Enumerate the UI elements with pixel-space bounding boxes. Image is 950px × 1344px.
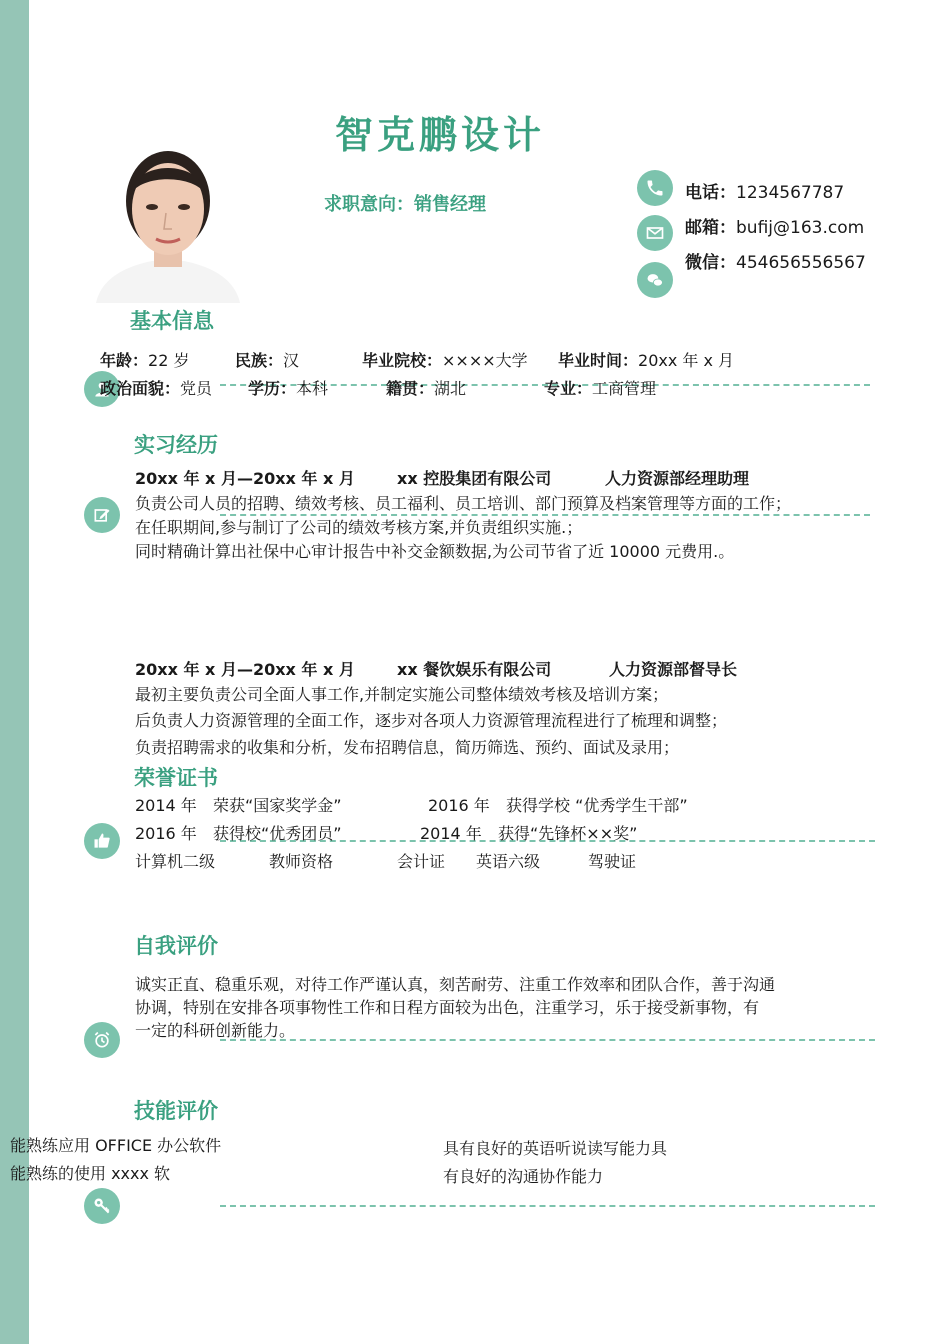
job-1-role: 人力资源部经理助理 — [605, 469, 750, 488]
edit-icon — [84, 497, 120, 533]
basic-age — [100, 348, 189, 371]
job-1-line: 在任职期间,参与制订了公司的绩效考核方案,并负责组织实施.； — [135, 518, 583, 537]
section-divider — [220, 1039, 875, 1041]
contact-phone — [685, 178, 844, 203]
major-label: 专业： — [544, 379, 593, 398]
job-2-line: 后负责人力资源管理的全面工作，逐步对各项人力资源管理流程进行了梳理和调整； — [135, 711, 728, 730]
skill-item: 能熟练的使用 xxxx 软 — [10, 1164, 171, 1183]
section-title-self-eval: 自我评价 — [134, 934, 218, 958]
key-icon — [84, 1188, 120, 1224]
school-label: 毕业院校： — [362, 351, 443, 370]
contact-wechat — [685, 248, 866, 273]
politics-label: 政治面貌： — [100, 379, 181, 398]
edu-label: 学历： — [248, 379, 297, 398]
honor-year: 2014 年 — [420, 824, 482, 843]
skill-item: 能熟练应用 OFFICE 办公软件 — [10, 1136, 222, 1155]
politics-value: 党员 — [180, 379, 213, 398]
basic-school — [362, 348, 528, 371]
certificate: 英语六级 — [476, 852, 541, 871]
grad-value: 20xx 年 x 月 — [638, 351, 735, 370]
email-value: bufij@163.com — [736, 218, 865, 238]
honor-year: 2016 年 — [428, 796, 490, 815]
skill-item: 具有良好的英语听说读写能力具 — [443, 1139, 668, 1158]
self-eval-line: 协调，特别在安排各项事物性工作和日程方面较为出色，注重学习，乐于接受新事物，有 — [135, 998, 760, 1017]
job-2-role: 人力资源部督导长 — [609, 660, 738, 679]
self-eval-line: 一定的科研创新能力。 — [135, 1021, 296, 1040]
profile-photo — [92, 135, 244, 303]
grad-label: 毕业时间： — [558, 351, 639, 370]
skill-item: 有良好的沟通协作能力 — [443, 1167, 604, 1186]
edu-value: 本科 — [296, 379, 329, 398]
honor-item: 获得“先锋杯××奖” — [498, 824, 638, 843]
phone-value: 1234567787 — [736, 183, 845, 203]
ethnicity-value: 汉 — [283, 351, 300, 370]
ethnicity-label: 民族： — [235, 351, 284, 370]
honor-year: 2014 年 — [135, 796, 197, 815]
origin-label: 籍贯： — [386, 379, 435, 398]
school-value: ××××大学 — [442, 351, 528, 370]
basic-grad — [558, 348, 734, 371]
origin-value: 湖北 — [434, 379, 467, 398]
basic-origin — [386, 376, 466, 399]
wechat-icon — [637, 262, 673, 298]
honor-item: 获得学校 “优秀学生干部” — [506, 796, 688, 815]
wechat-value: 454656556567 — [736, 253, 866, 273]
section-title-internship: 实习经历 — [134, 433, 218, 457]
alarm-clock-icon — [84, 1022, 120, 1058]
thumbs-up-icon — [84, 823, 120, 859]
section-title-skills: 技能评价 — [134, 1099, 218, 1123]
certificate: 驾驶证 — [588, 852, 637, 871]
certificate: 计算机二级 — [135, 852, 216, 871]
section-title-honors: 荣誉证书 — [134, 766, 218, 790]
honor-item: 获得校“优秀团员” — [213, 824, 342, 843]
job-objective: 求职意向：销售经理 — [324, 194, 486, 215]
basic-major — [544, 376, 656, 399]
wechat-label: 微信： — [685, 253, 736, 273]
honor-item: 荣获“国家奖学金” — [213, 796, 342, 815]
basic-politics — [100, 376, 212, 399]
phone-icon — [637, 170, 673, 206]
basic-edu — [248, 376, 328, 399]
section-divider — [220, 1205, 875, 1207]
basic-ethnicity — [235, 348, 299, 371]
section-title-basic: 基本信息 — [130, 309, 214, 333]
age-label: 年龄： — [100, 351, 149, 370]
resume-name-title: 智克鹏设计 — [334, 112, 545, 157]
job-2-company: xx 餐饮娱乐有限公司 — [397, 660, 552, 679]
job-1-line: 负责公司人员的招聘、绩效考核、员工福利、员工培训、部门预算及档案管理等方面的工作； — [135, 494, 792, 513]
contact-email — [685, 213, 864, 238]
job-1-line: 同时精确计算出社保中心审计报告中补交金额数据,为公司节省了近 10000 元费用.。 — [135, 542, 735, 561]
phone-label: 电话： — [685, 183, 736, 203]
job-2-line: 负责招聘需求的收集和分析，发布招聘信息，简历筛选、预约、面试及录用； — [135, 738, 680, 757]
email-icon — [637, 215, 673, 251]
major-value: 工商管理 — [592, 379, 657, 398]
job-2-line: 最初主要负责公司全面人事工作,并制定实施公司整体绩效考核及培训方案； — [135, 685, 669, 704]
self-eval-line: 诚实正直、稳重乐观，对待工作严谨认真，刻苦耐劳、注重工作效率和团队合作，善于沟通 — [135, 975, 776, 994]
job-1-company: xx 控股集团有限公司 — [397, 469, 552, 488]
certificate: 会计证 — [397, 852, 446, 871]
email-label: 邮箱： — [685, 218, 736, 238]
job-2-period: 20xx 年 x 月—20xx 年 x 月 — [135, 660, 355, 679]
honor-year: 2016 年 — [135, 824, 197, 843]
age-value: 22 岁 — [148, 351, 190, 370]
job-1-period: 20xx 年 x 月—20xx 年 x 月 — [135, 469, 355, 488]
certificate: 教师资格 — [269, 852, 334, 871]
